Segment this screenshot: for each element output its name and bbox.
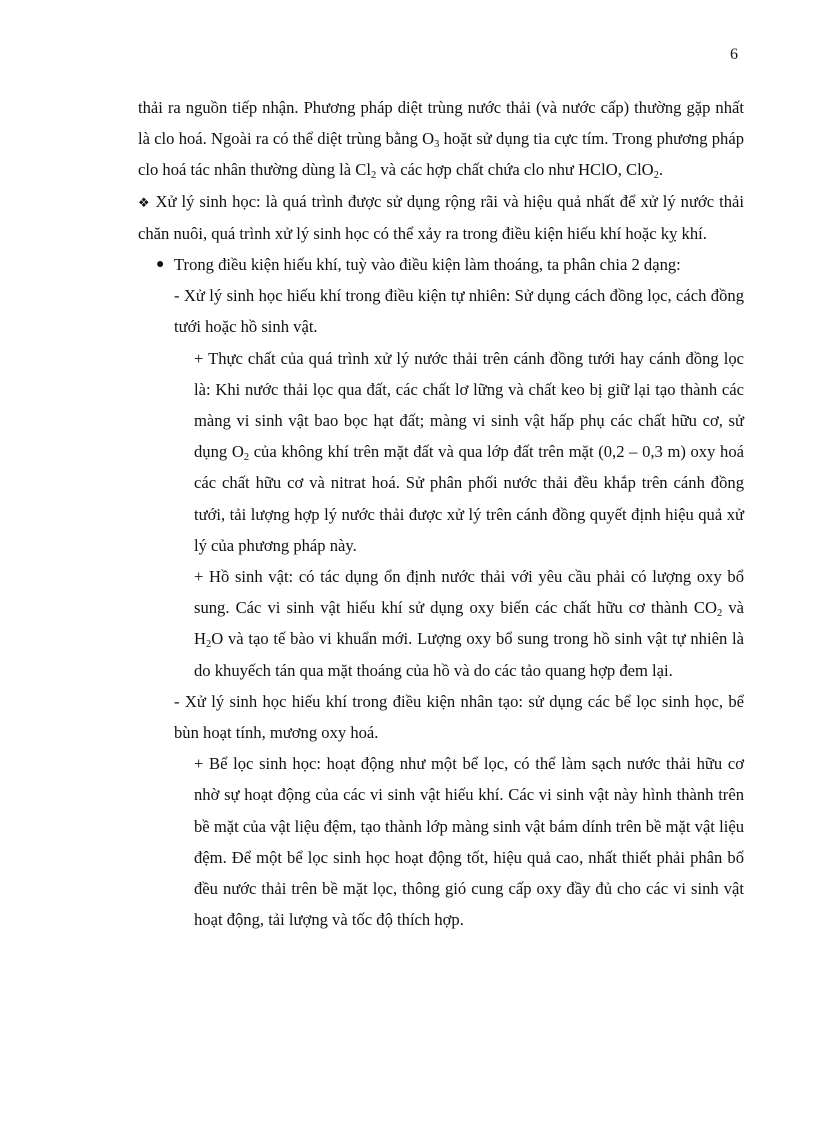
natural-aerobic-item xyxy=(138,280,744,342)
intro-text-2: hoặt sử dụng tia cực tím. Trong phương pháp clo hoá tác nhân thường dùng là Cl xyxy=(138,129,744,180)
h2o-subscript: 2 xyxy=(205,639,212,651)
bullet-dot-icon: ● xyxy=(156,257,165,273)
irrigation-field-item xyxy=(138,343,744,561)
aerobic-bullet-item xyxy=(138,249,744,280)
disinfection-paragraph xyxy=(138,92,744,186)
biological-treatment-paragraph xyxy=(138,186,744,249)
irrigation-text-1: + Thực chất của quá trình xử lý nước thải trên cánh đồng tưới hay cánh đồng lọc là: Khi nước thải lọc qua đất, các chất lơ lững và chất keo bị giữ lại tạo thành các màng vi sinh vật bao bọc hạt đất; màng vi sinh vật hấp phụ các chất hữu cơ, sử dụng O xyxy=(194,348,744,462)
document-body xyxy=(138,92,744,935)
artificial-aerobic-item xyxy=(138,686,744,748)
pond-text-1: + Hồ sinh vật: có tác dụng ổn định nước thải với yêu cầu phải có lượng oxy bổ sung. Các vi sinh vật hiếu khí sử dụng oxy biến các chất hữu cơ thành CO xyxy=(194,567,744,618)
page-number: 6 xyxy=(730,46,738,63)
clo2-subscript: 2 xyxy=(653,170,659,182)
diamond-bullet-icon: ❖ xyxy=(138,194,151,210)
pond-text-2: và H xyxy=(194,598,744,649)
biofilter-text: + Bể lọc sinh học: hoạt động như một bể lọc, có thể làm sạch nước thải hữu cơ nhờ sự hoạt động của các vi sinh vật hiếu khí. Các vi sinh vật này hình thành trên bề mặt của vật liệu đệm, tạo thành lớp màng sinh vật bám dính trên bề mặt vật liệu đệm. Để một bể lọc sinh học hoạt động tốt, hiệu quả cao, nhất thiết phải phân bố đều nước thải trên bề mặt lọc, thông gió cung cấp oxy đầy đủ cho các vi sinh vật hoạt động, tải lượng và tốc độ thích hợp. xyxy=(194,754,744,930)
irrigation-text-2: của không khí trên mặt đất và qua lớp đất trên mặt (0,2 – 0,3 m) oxy hoá các chất hữu cơ và nitrat hoá. Sử phân phối nước thải đều khắp trên cánh đồng tưới, tải lượng hợp lý nước thải được xử lý trên cánh đồng quyết định hiệu quả xử lý của phương pháp này. xyxy=(194,442,744,555)
o3-subscript: 3 xyxy=(434,139,440,151)
biofilter-item xyxy=(138,748,744,935)
biological-treatment-text: Xử lý sinh học: là quá trình được sử dụng rộng rãi và hiệu quả nhất để xử lý nước thải chăn nuôi, quá trình xử lý sinh học có thể xảy ra trong điều kiện hiếu khí hoặc kỵ khí. xyxy=(138,191,744,243)
cl2-subscript: 2 xyxy=(370,170,377,182)
o2-subscript: 2 xyxy=(243,452,250,464)
co2-subscript: 2 xyxy=(716,608,723,620)
natural-aerobic-text: - Xử lý sinh học hiếu khí trong điều kiện tự nhiên: Sử dụng cách đồng lọc, cách đồng tưới hoặc hồ sinh vật. xyxy=(174,286,744,337)
intro-text-3: và các hợp chất chứa clo như HClO, ClO xyxy=(376,160,654,180)
intro-text-end: . xyxy=(658,160,664,180)
aerobic-text: Trong điều kiện hiếu khí, tuỳ vào điều kiện làm thoáng, ta phân chia 2 dạng: xyxy=(174,255,681,275)
artificial-aerobic-text: - Xử lý sinh học hiếu khí trong điều kiện nhân tạo: sử dụng các bể lọc sinh học, bể bùn hoạt tính, mương oxy hoá. xyxy=(174,691,744,743)
pond-text-3: O và tạo tế bào vi khuẩn mới. Lượng oxy bổ sung trong hồ sinh vật tự nhiên là do khuyếch tán qua mặt thoáng của hồ và do các tảo quang hợp đem lại. xyxy=(194,629,744,680)
biological-pond-item xyxy=(138,561,744,686)
intro-text-1: thải ra nguồn tiếp nhận. Phương pháp diệt trùng nước thải (và nước cấp) thường gặp nhất là clo hoá. Ngoài ra có thể diệt trùng bằng O xyxy=(138,98,744,149)
